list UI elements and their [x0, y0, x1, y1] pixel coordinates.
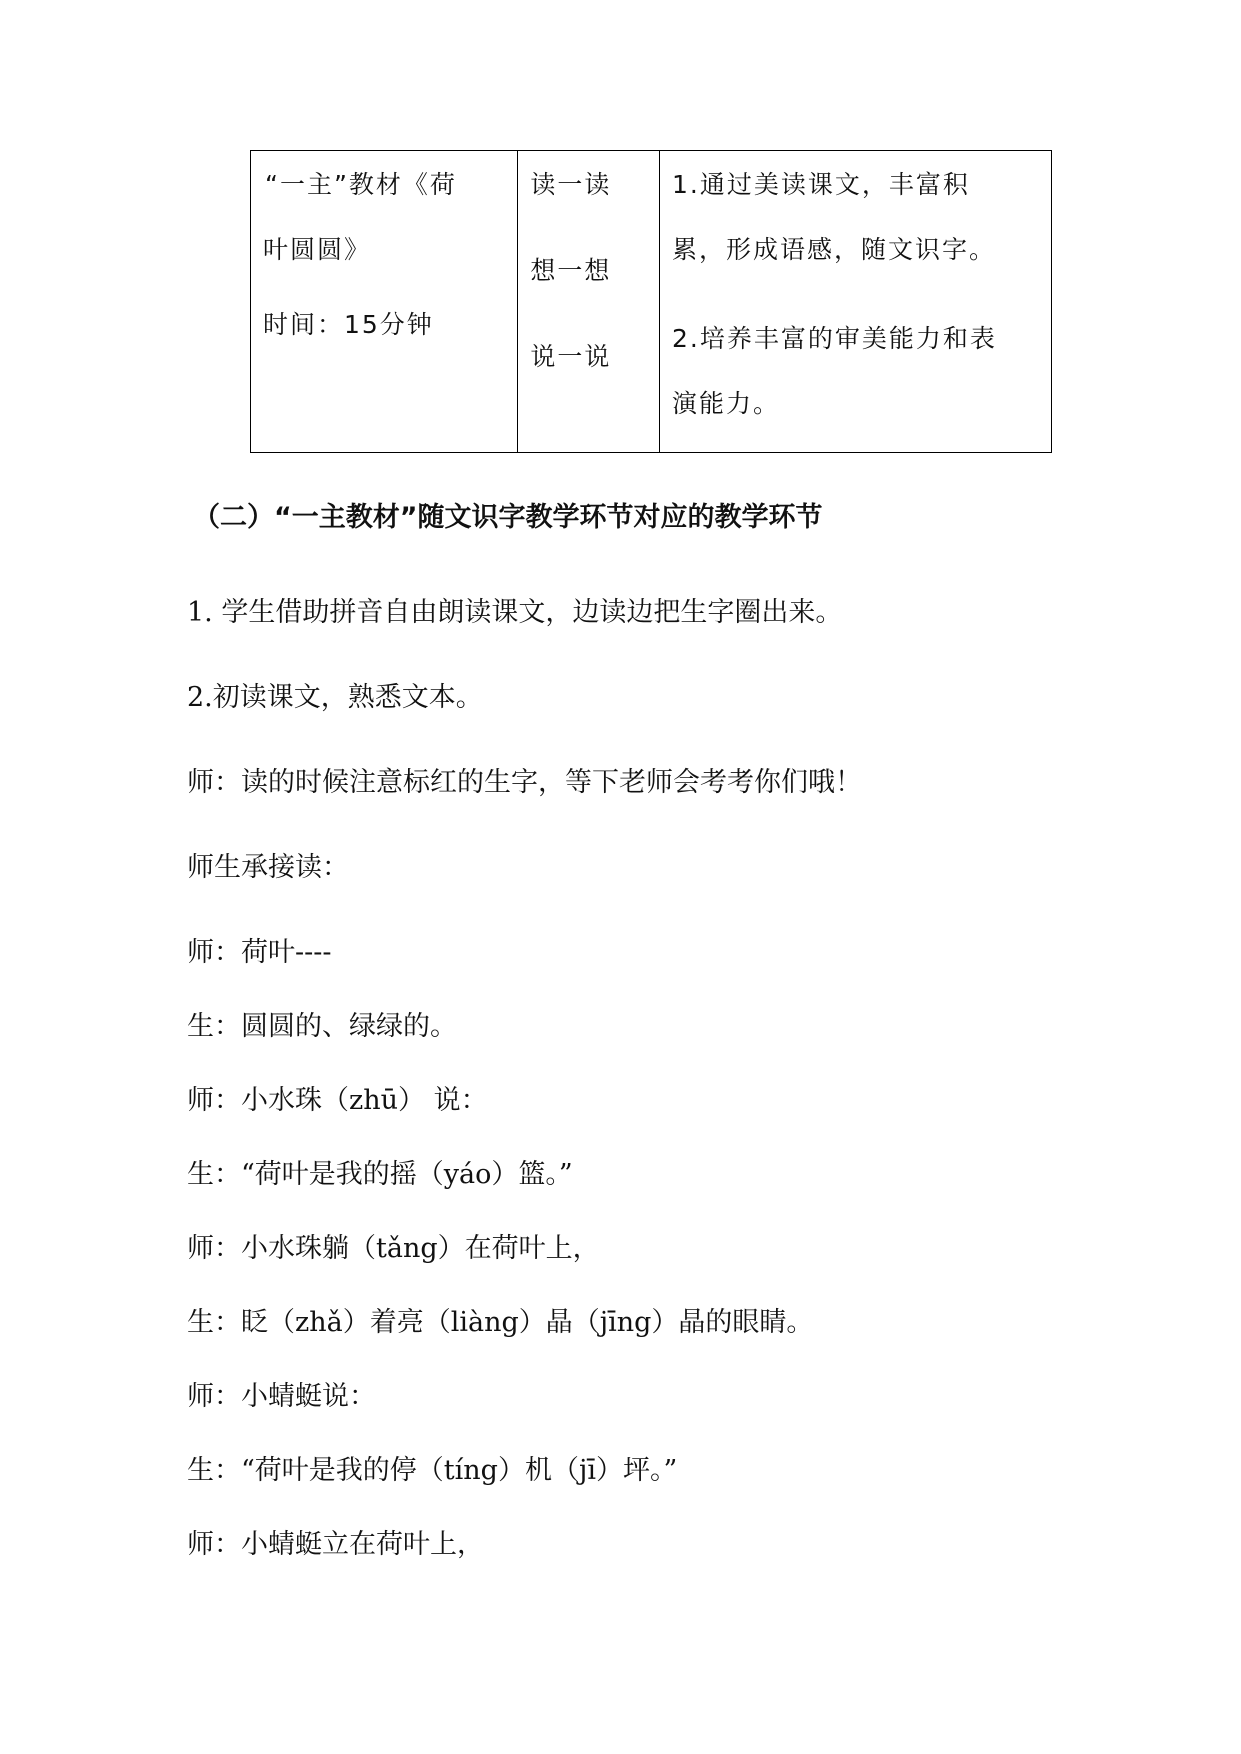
dialogue-line: 生：圆圆的、绿绿的。: [187, 1011, 457, 1042]
activity-think: 想一想: [530, 256, 612, 285]
dialogue-line: 师：小水珠（zhū） 说：: [187, 1085, 488, 1116]
paragraph-teacher-instruction: 师：读的时候注意标红的生字，等下老师会考考你们哦！: [187, 767, 862, 798]
goal-1-line-2: 累，形成语感，随文识字。: [671, 235, 996, 264]
section-heading: （二）“一主教材”随文识字教学环节对应的教学环节: [193, 502, 823, 533]
activity-read: 读一读: [530, 170, 612, 199]
paragraph-relay-reading: 师生承接读：: [187, 852, 349, 883]
material-title-line-1: “一主”教材《荷: [265, 170, 457, 199]
dialogue-line: 师：荷叶----: [187, 937, 332, 968]
lesson-table: [250, 150, 1052, 453]
material-time: 时间：15分钟: [263, 310, 434, 339]
activity-speak: 说一说: [530, 342, 612, 371]
dialogue-line: 师：小蜻蜓说：: [187, 1381, 376, 1412]
dialogue-line: 生：眨（zhǎ）着亮（liàng）晶（jīng）晶的眼睛。: [187, 1307, 814, 1338]
lesson-cell-goals: [659, 151, 1051, 453]
material-title-line-2: 叶圆圆》: [263, 235, 372, 264]
dialogue-line: 生：“荷叶是我的停（tíng）机（jī）坪。”: [187, 1455, 678, 1486]
table-row: [251, 151, 1052, 453]
goal-2-line-2: 演能力。: [671, 389, 780, 418]
lesson-cell-activities: [518, 151, 660, 453]
dialogue-line: 师：小蜻蜓立在荷叶上，: [187, 1529, 484, 1560]
paragraph-step-1: 1. 学生借助拼音自由朗读课文，边读边把生字圈出来。: [187, 597, 843, 628]
dialogue-line: 师：小水珠躺（tǎng）在荷叶上，: [187, 1233, 600, 1264]
dialogue-line: 生：“荷叶是我的摇（yáo）篮。”: [187, 1159, 573, 1190]
goal-1-line-1: 1.通过美读课文，丰富积: [671, 170, 970, 199]
paragraph-step-2: 2.初读课文，熟悉文本。: [187, 682, 483, 713]
goal-2-line-1: 2.培养丰富的审美能力和表: [671, 324, 997, 353]
lesson-cell-material: [251, 151, 518, 453]
